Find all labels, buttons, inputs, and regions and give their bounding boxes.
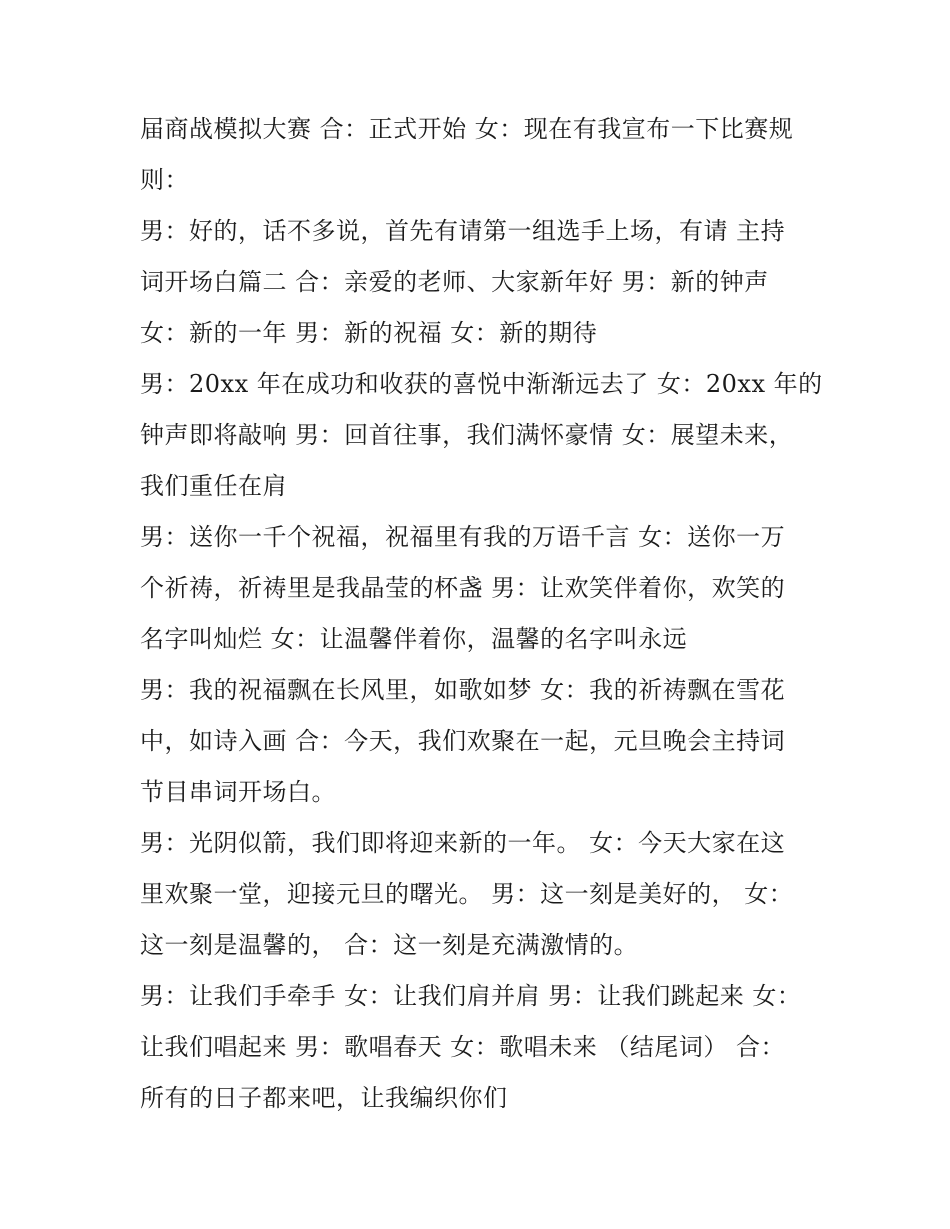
text-line: 则： xyxy=(140,166,189,194)
text-line: 男：让我们手牵手 女：让我们肩并肩 男：让我们跳起来 女： xyxy=(140,982,802,1010)
text-line: 词开场白篇二 合：亲爱的老师、大家新年好 男：新的钟声 xyxy=(140,268,769,296)
text-line: 女：新的一年 男：新的祝福 女：新的期待 xyxy=(140,319,598,347)
text-line: 男：20xx 年在成功和收获的喜悦中渐渐远去了 女：20xx 年的 xyxy=(140,370,823,398)
text-line: 个祈祷，祈祷里是我晶莹的杯盏 男：让欢笑伴着你，欢笑的 xyxy=(140,574,786,602)
text-line: 中，如诗入画 合：今天，我们欢聚在一起，元旦晚会主持词 xyxy=(140,727,786,755)
text-line: 男：光阴似箭，我们即将迎来新的一年。 女：今天大家在这 xyxy=(140,829,786,857)
text-line: 所有的日子都来吧，让我编织你们 xyxy=(140,1084,508,1112)
text-line: 钟声即将敲响 男：回首往事，我们满怀豪情 女：展望未来， xyxy=(140,421,794,449)
text-line: 名字叫灿烂 女：让温馨伴着你，温馨的名字叫永远 xyxy=(140,625,688,653)
text-line: 届商战模拟大赛 合：正式开始 女：现在有我宣布一下比赛规 xyxy=(140,115,794,143)
text-line: 男：送你一千个祝福，祝福里有我的万语千言 女：送你一万 xyxy=(140,523,786,551)
text-line: 男：好的，话不多说，首先有请第一组选手上场，有请 主持 xyxy=(140,217,786,245)
text-line: 我们重任在肩 xyxy=(140,472,287,500)
document-body xyxy=(140,104,823,1124)
text-line: 这一刻是温馨的， 合：这一刻是充满激情的。 xyxy=(140,931,639,959)
text-line: 里欢聚一堂，迎接元旦的曙光。 男：这一刻是美好的， 女： xyxy=(140,880,794,908)
text-line: 男：我的祝福飘在长风里，如歌如梦 女：我的祈祷飘在雪花 xyxy=(140,676,786,704)
text-line: 让我们唱起来 男：歌唱春天 女：歌唱未来 （结尾词） 合： xyxy=(140,1033,786,1061)
text-line: 节目串词开场白。 xyxy=(140,778,336,806)
